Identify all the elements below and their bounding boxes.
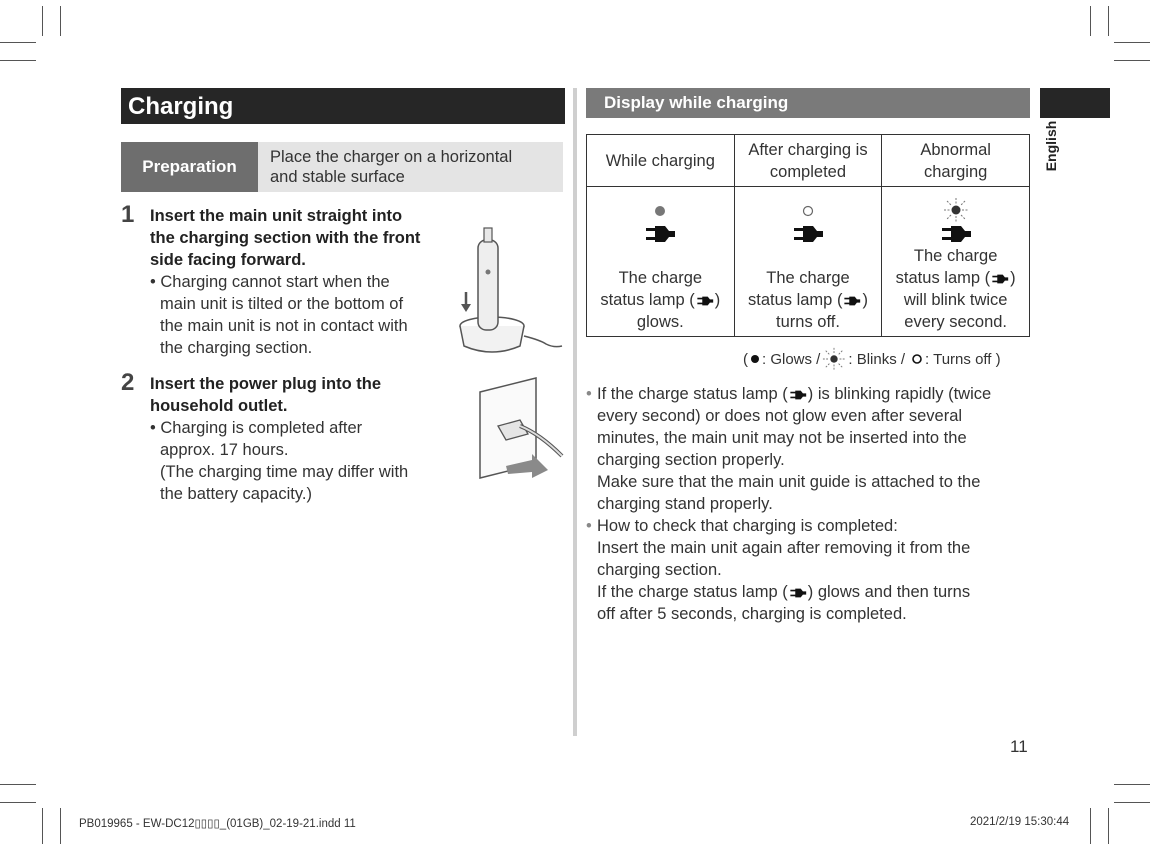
cell-line [587, 289, 734, 311]
note-line: charging section properly. [597, 451, 785, 469]
cell-line-suffix: ) [862, 291, 868, 309]
step-number: 2 [121, 369, 135, 396]
lamp-off-icon [911, 353, 923, 365]
crop-mark [1114, 802, 1150, 803]
note-line [586, 581, 1036, 603]
crop-mark [0, 42, 36, 43]
crop-mark [1090, 808, 1091, 844]
cell-line [882, 267, 1029, 289]
table-cell-off [734, 187, 882, 337]
crop-mark [1114, 42, 1150, 43]
lamp-legend [743, 347, 1001, 371]
table-header-line: Abnormal [920, 140, 991, 159]
crop-mark [0, 784, 36, 785]
step-number: 1 [121, 201, 135, 228]
note-line: charging stand properly. [597, 495, 773, 513]
step-title-line: household outlet. [150, 397, 288, 415]
table-header [734, 135, 882, 187]
table-header [882, 135, 1030, 187]
cell-line-prefix: status lamp ( [600, 291, 695, 309]
table-header [587, 135, 735, 187]
section-title-display: Display while charging [586, 88, 1030, 118]
power-plug-illustration [470, 374, 565, 484]
footer-file-info: PB019965 - EW-DC12▯▯▯▯_(01GB)_02-19-21.indd 11 [79, 818, 356, 830]
table-header-line: completed [769, 162, 847, 181]
cell-line-prefix: status lamp ( [747, 291, 843, 309]
crop-mark [42, 808, 43, 844]
cell-line-suffix: ) [1010, 269, 1016, 287]
step-body-line: the main unit is not in contact with [160, 317, 408, 335]
crop-mark [1108, 808, 1109, 844]
section-title-charging: Charging [121, 88, 565, 124]
step-body [150, 271, 408, 359]
cell-text [882, 245, 1029, 333]
footer-timestamp: 2021/2/19 15:30:44 [970, 816, 1070, 828]
charge-plug-icon [991, 273, 1009, 285]
language-label [1040, 120, 1062, 180]
crop-mark [0, 60, 36, 61]
cell-line-suffix: ) [714, 291, 721, 309]
step-body [150, 417, 408, 505]
step-title [150, 205, 420, 271]
note-line [586, 383, 1036, 405]
crop-mark [0, 802, 36, 803]
table-header-line: charging [924, 162, 988, 181]
charge-plug-icon [793, 223, 823, 245]
cell-line: The charge [618, 269, 703, 287]
crop-mark [42, 6, 43, 36]
preparation-line: Place the charger on a horizontal [270, 148, 513, 166]
note-line: every second) or does not glow even after several [597, 407, 963, 425]
preparation-text [258, 142, 563, 192]
cell-line: will blink twice [903, 291, 1008, 309]
page-number: 11 [1010, 737, 1028, 756]
table-row [587, 187, 1030, 337]
lamp-blinking-icon [943, 197, 969, 223]
table-header-line: While charging [605, 151, 715, 170]
crop-mark [1114, 60, 1150, 61]
note-line: minutes, the main unit may not be inserted into the [597, 429, 967, 447]
preparation-label: Preparation [121, 142, 258, 192]
step-body-line: approx. 17 hours. [160, 441, 289, 459]
legend-off: : Turns off ) [925, 350, 1001, 368]
table-cell-blinks [882, 187, 1030, 337]
language-label-text: English [1043, 120, 1059, 172]
crop-mark [60, 808, 61, 844]
cell-line: The charge [766, 269, 850, 287]
legend-glows: : Glows / [762, 350, 821, 368]
step-body-line: • Charging cannot start when the [150, 273, 390, 291]
step-body-line: the charging section. [160, 339, 313, 357]
note-line: off after 5 seconds, charging is completed. [597, 605, 907, 623]
charge-plug-icon [789, 587, 807, 599]
cell-line: turns off. [776, 313, 840, 331]
lamp-glowing-icon [654, 205, 666, 217]
legend-blinks: : Blinks / [848, 350, 906, 368]
step-title-line: the charging section with the front [150, 229, 421, 247]
lamp-glowing-icon [750, 354, 760, 364]
note-line: charging section. [597, 561, 722, 579]
note-line-part: If the charge status lamp ( [597, 385, 788, 403]
step-title [150, 373, 381, 417]
note-line: • How to check that charging is completed: [586, 515, 1036, 537]
legend-paren: ( [743, 350, 748, 368]
step-title-line: side facing forward. [150, 251, 306, 269]
charge-plug-icon [789, 389, 807, 401]
charge-plug-icon [843, 295, 861, 307]
charge-plug-icon [696, 295, 714, 307]
cell-line: The charge [913, 247, 998, 265]
table-cell-glows [587, 187, 735, 337]
step-body-line: (The charging time may differ with [160, 463, 409, 481]
note-line-part: ) glows and then turns [807, 583, 971, 601]
step-title-line: Insert the power plug into the [150, 375, 381, 393]
preparation-line: and stable surface [270, 168, 405, 186]
cell-line-prefix: status lamp ( [895, 269, 991, 287]
language-tab [1040, 88, 1110, 118]
table-header-row [587, 135, 1030, 187]
step-body-line: the battery capacity.) [160, 485, 312, 503]
charging-notes [586, 383, 1036, 625]
step-body-line: • Charging is completed after [150, 419, 363, 437]
cell-text [735, 267, 882, 333]
column-divider [573, 88, 577, 736]
cell-line: every second. [904, 313, 1008, 331]
lamp-off-icon [802, 205, 814, 217]
note-line-part: ) is blinking rapidly (twice [807, 385, 992, 403]
step-body-line: main unit is tilted or the bottom of [160, 295, 404, 313]
charge-plug-icon [941, 223, 971, 245]
charge-plug-icon [645, 223, 675, 245]
table-header-line: After charging is [748, 140, 868, 159]
crop-mark [1108, 6, 1109, 36]
note-line: Insert the main unit again after removing it from the [597, 539, 971, 557]
note-line-part: If the charge status lamp ( [597, 583, 788, 601]
crop-mark [60, 6, 61, 36]
crop-mark [1114, 784, 1150, 785]
lamp-blinking-icon [822, 347, 846, 371]
toothbrush-charger-illustration [450, 222, 565, 362]
cell-text [587, 267, 734, 333]
charging-status-table [586, 134, 1030, 337]
step-title-line: Insert the main unit straight into [150, 207, 403, 225]
crop-mark [1090, 6, 1091, 36]
cell-line: glows. [636, 313, 684, 331]
note-line: Make sure that the main unit guide is attached to the [597, 473, 981, 491]
cell-line [735, 289, 882, 311]
